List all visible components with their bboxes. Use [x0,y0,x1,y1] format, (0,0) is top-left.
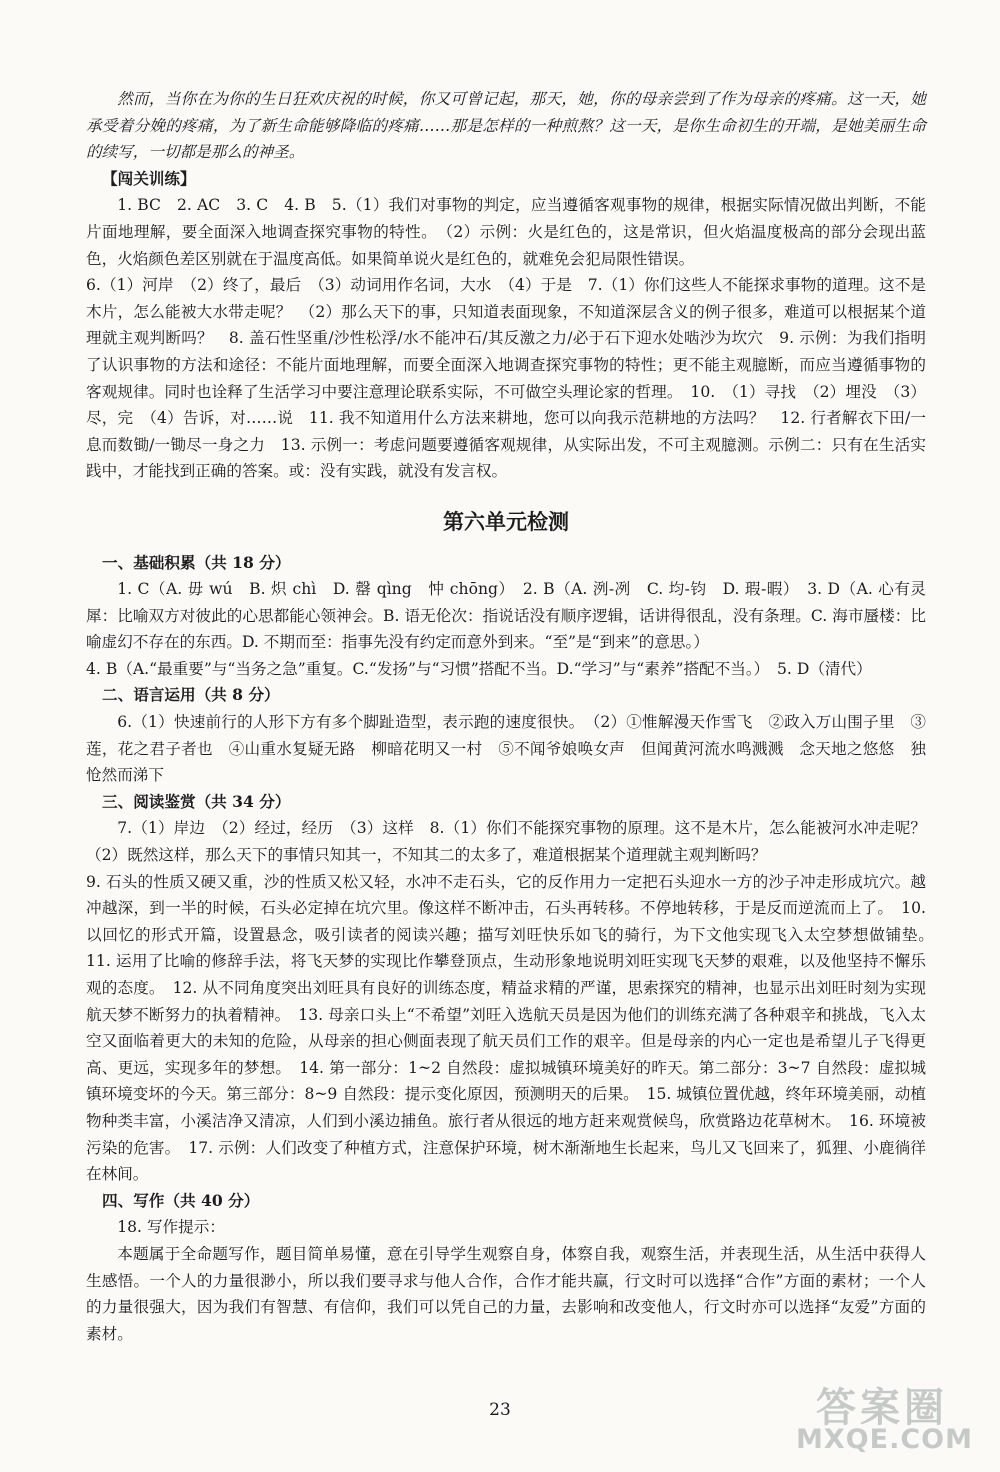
watermark-main-text: 答案圈 [816,1385,948,1431]
section-1-paragraph-2: 4. B（A.“最重要”与“当务之急”重复。C.“发扬”与“习惯”搭配不当。D.“学习”与“素养”搭配不当。） 5. D（清代） [86,659,872,678]
page-number: 23 [489,1400,511,1420]
section-4-paragraph-1: 18. 写作提示： [117,1218,225,1237]
watermark-url-text: MXQE.COM [796,1424,973,1455]
intro-paragraph: 然而，当你在为你的生日狂欢庆祝的时候，你又可曾记起，那天，她，你的母亲尝到了作为母亲的疼痛。这一天，她承受着分娩的疼痛，为了新生命能够降临的疼痛……那是怎样的一种煎熬？这一天，是你生命初生的开端，是她美丽生命的续写，一切都是那么的神圣。 [86,90,926,162]
section-4-paragraph-2: 本题属于全命题写作，题目简单易懂，意在引导学生观察自身，体察自我，观察生活，并表现生活，从生活中获得人生感悟。一个人的力量很渺小，所以我们要寻求与他人合作，合作才能共赢，行文时可以选择“合作”方面的素材；一个人的力量很强大，因为我们有智慧、有信仰，我们可以凭自己的力量，去影响和改变他人，行文时亦可以选择“友爱”方面的素材。 [86,1244,926,1343]
section-1-paragraph-1: 1. C（A. 毋 wú B. 炽 chì D. 罄 qìng 忡 chōng） 2. B（A. 洌-冽 C. 均-钧 D. 瑕-暇） 3. D（A. 心有灵犀：比喻双方对彼此的心思都能心领神会。B. 语无伦次：指说话没有顺序逻辑，话讲得很乱，没有条理。C. 海市蜃楼：比喻虚幻不存在的东西。D. 不期而至：指事先没有约定而意外到来。“至”是“到来”的意思。） [86,580,926,652]
section-2-paragraph-1: 6.（1）快速前行的人形下方有多个脚趾造型，表示跑的速度很快。 （2）①惟解漫天作雪飞 ②政入万山围子里 ③莲，花之君子者也 ④山重水复疑无路 柳暗花明又一村 ⑤不闻爷娘唤女声 但闻黄河流水鸣溅溅 念天地之悠悠 独怆然而涕下 [86,713,926,785]
section-heading-1: 一、基础积累（共 18 分） [102,552,291,572]
unit-title: 第六单元检测 [443,509,569,534]
section-3-paragraph-1: 7.（1）岸边 （2）经过，经历 （3）这样 8.（1）你们不能探究事物的原理。这不是木片，怎么能被河水冲走呢？ （2）既然这样，那么天下的事情只知其一，不知其二的太多了，难道根据某个道理就主观判断吗？ [86,819,942,865]
training-answers-1: 1. BC 2. AC 3. C 4. B 5.（1）我们对事物的判定，应当遵循客观事物的规律，根据实际情况做出判断，不能片面地理解，要全面深入地调查探究事物的特性。 （2）示例：火是红色的，这是常识，但火焰温度极高的部分会现出蓝色，火焰颜色差区别就在于温度高低。如果简单说火是红色的，就难免会犯局限性错误。 [86,196,926,268]
training-answers-2: 6.（1）河岸 （2）终了，最后 （3）动词用作名词，大水 （4）于是 7.（1）你们这些人不能探求事物的道理。这不是木片，怎么能被大水带走呢？ （2）那么天下的事，只知道表面现象，不知道深层含义的例子很多，难道可以根据某个道理就主观判断吗？ 8. 盖石性坚重/沙性松浮/水不能冲石/其反激之力/必于石下迎水处啮沙为坎穴 9. 示例：为我们指明了认识事物的方法和途径：不能片面地理解，而要全面深入地调查探究事物的特性；更不能主观臆断，而应当遵循事物的客观规律。同时也诠释了生活学习中要注意理论联系实际，不可做空头理论家的哲理。 10. （1）寻找 （2）埋没 （3）尽，完 （4）告诉，对……说 11. 我不知道用什么方法来耕地，您可以向我示范耕地的方法吗？ 12. 行者解衣下田/一息而数锄/一锄尽一身之力 13. 示例一：考虑问题要遵循客观规律，从实际出发，不可主观臆测。示例二：只有在生活实践中，才能找到正确的答案。或：没有实践，就没有发言权。 [86,276,926,481]
section-heading-2: 二、语言运用（共 8 分） [102,685,280,705]
section-heading-4: 四、写作（共 40 分） [102,1190,260,1210]
training-heading: 【闯关训练】 [102,168,196,188]
document-page [86,86,942,1347]
section-3-paragraph-2: 9. 石头的性质又硬又重，沙的性质又松又轻，水冲不走石头，它的反作用力一定把石头迎水一方的沙子冲走形成坑穴。越冲越深，到一半的时候，石头必定掉在坑穴里。像这样不断冲击，石头再转移。不停地转移，于是反而逆流而上了。 10. 以回忆的形式开篇，设置悬念，吸引读者的阅读兴趣；描写刘旺快乐如飞的骑行，为下文他实现飞入太空梦想做铺垫。 11. 运用了比喻的修辞手法，将飞天梦的实现比作攀登顶点，生动形象地说明刘旺实现飞天梦的艰难，以及他坚持不懈乐观的态度。 12. 从不同角度突出刘旺具有良好的训练态度，精益求精的严谨，思索探究的精神，也显示出刘旺时刻为实现航天梦不断努力的执着精神。 13. 母亲口头上“不希望”刘旺入选航天员是因为他们的训练充满了各种艰辛和挑战，飞入太空又面临着更大的未知的危险，从母亲的担心侧面表现了航天员们工作的艰辛。但是母亲的内心一定也是希望儿子飞得更高、更远，实现多年的梦想。 14. 第一部分：1~2 自然段：虚拟城镇环境美好的昨天。第二部分：3~7 自然段：虚拟城镇环境变坏的今天。第三部分：8~9 自然段：提示变化原因，预测明天的后果。 15. 城镇位置优越，终年环境美丽，动植物种类丰富，小溪洁净又清凉，人们到小溪边捕鱼。旅行者从很远的地方赶来观赏候鸟，欣赏路边花草树木。 16. 环境被污染的危害。 17. 示例：人们改变了种植方式，注意保护环境，树木渐渐地生长起来，鸟儿又飞回来了，狐狸、小鹿徜徉在林间。 [86,872,942,1184]
section-heading-3: 三、阅读鉴赏（共 34 分） [102,791,291,811]
